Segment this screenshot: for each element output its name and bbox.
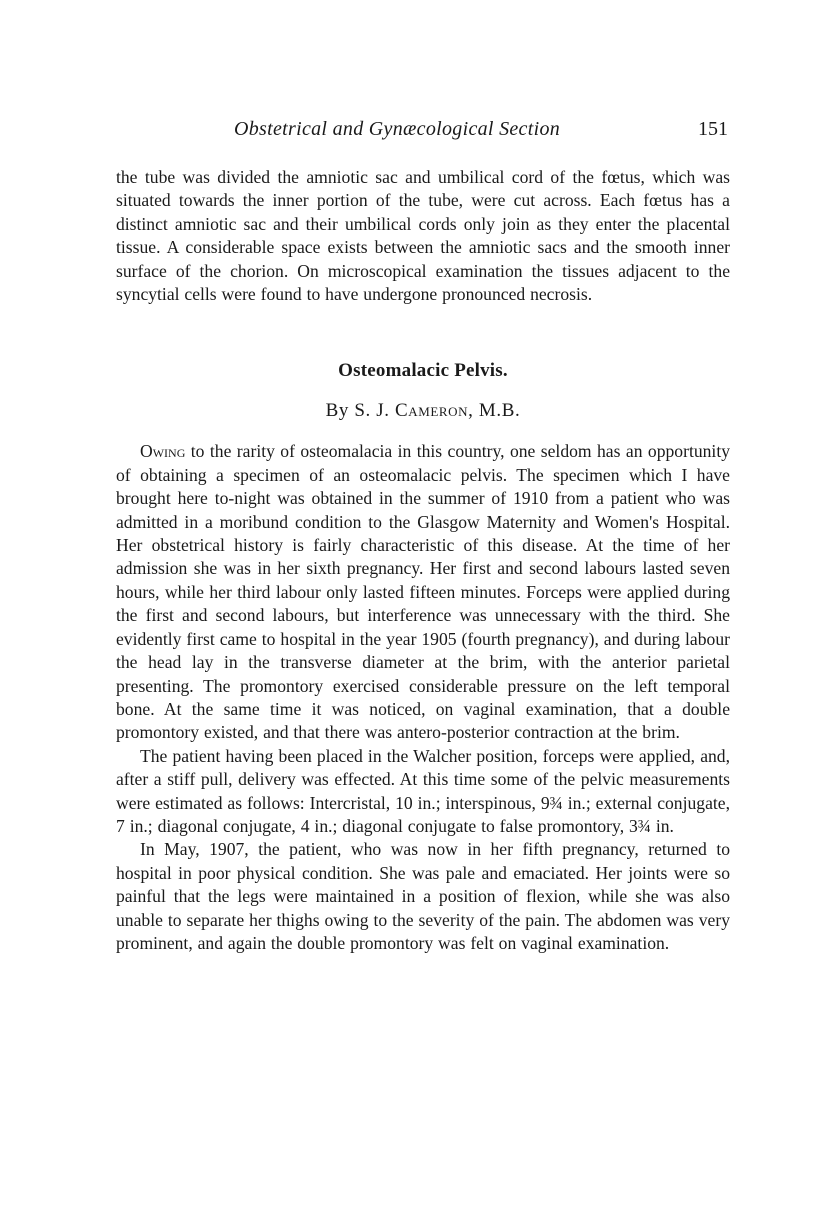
paragraph-1-text: to the rarity of osteomalacia in this country, one seldom has an opportunity of obtaining a specimen of an osteomalacic pelvis. The specimen which I have brought here to-night was obtained in the summer of 1910 from a patient who was admitted in a moribund condition to the Glasgow Maternity and Women's Hospital. Her obstetrical history is fairly characteristic of this disease. At the time of her admission she was in her sixth pregnancy. Her first and second labours lasted seven hours, while her third labour only lasted fifteen minutes. Forceps were applied during the first and second labours, but interference was unnecessary with the third. She evidently first came to hospital in the year 1905 (fourth pregnancy), and during labour the head lay in the transverse diameter at the brim, with the anterior parietal presenting. The promontory exercised considerable pressure on the left temporal bone. At the same time it was noticed, on vaginal examination, that a double promontory existed, and that there was antero-posterior contraction at the brim. — [116, 441, 730, 743]
body-paragraph-1 — [116, 440, 730, 744]
intro-paragraph: the tube was divided the amniotic sac and umbilical cord of the fœtus, which was situated towards the inner portion of the tube, were cut across. Each fœtus has a distinct amniotic sac and their umbilical cords only join as they enter the placental tissue. A considerable space exists between the amniotic sacs and the smooth inner surface of the chorion. On microscopical examination the tissues adjacent to the syncytial cells were found to have undergone pronounced necrosis. — [116, 167, 730, 305]
body-paragraph-2: The patient having been placed in the Walcher position, forceps were applied, and, after a stiff pull, delivery was effected. At this time some of the pelvic measurements were estimated as follows: Intercristal, 10 in.; interspinous, 9¾ in.; external conjugate, 7 in.; diagonal conjugate, 4 in.; diagonal conjugate to false promontory, 3¾ in. — [116, 745, 730, 836]
body-paragraph-3: In May, 1907, the patient, who was now in her fifth pregnancy, returned to hospital in poor physical condition. She was pale and emaciated. Her joints were so painful that the legs were maintained in a position of flexion, while she was also unable to separate her thighs owing to the severity of the pain. The abdomen was very prominent, and again the double promontory was felt on vaginal examination. — [116, 839, 730, 953]
article-title: Osteomalacic Pelvis. — [338, 360, 508, 382]
byline-prefix: By S. J. — [325, 400, 395, 422]
drop-word: Owing — [140, 441, 186, 462]
page-number: 151 — [698, 118, 728, 140]
byline-suffix: , M.B. — [468, 400, 521, 422]
running-title: Obstetrical and Gynæcological Section — [234, 118, 561, 140]
running-header — [116, 118, 730, 152]
article-byline — [116, 400, 730, 422]
document-page — [116, 118, 730, 955]
author-name: Cameron — [394, 400, 469, 422]
